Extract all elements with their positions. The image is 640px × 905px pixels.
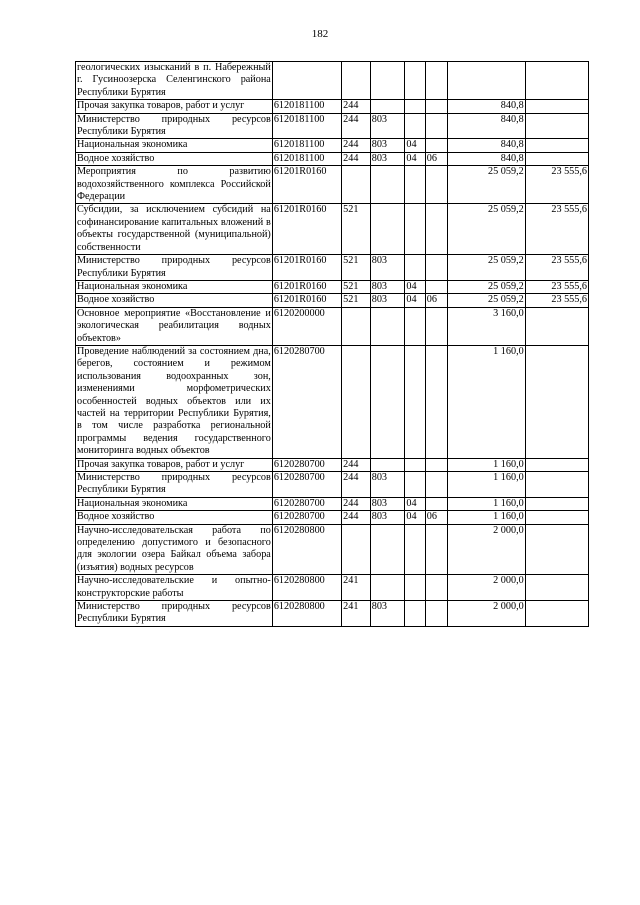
- row-expense-type: 244: [342, 152, 371, 165]
- row-name: Основное мероприятие «Восстановление и экологическая реабилитация водных объектов»: [77, 307, 271, 344]
- row-name: Прочая закупка товаров, работ и услуг: [76, 458, 273, 471]
- row-grbs: 803: [370, 113, 405, 139]
- row-subsection: [425, 307, 447, 345]
- table-row: [76, 204, 589, 255]
- row-amount-total: 25 059,2: [448, 166, 526, 204]
- row-subsection: [425, 255, 447, 281]
- row-grbs: [370, 204, 405, 255]
- table-row: [76, 139, 589, 152]
- row-target-article: 6120181100: [272, 139, 341, 152]
- row-grbs: [370, 345, 405, 458]
- row-section: [405, 100, 425, 113]
- row-subsection: [425, 280, 447, 293]
- row-amount-federal: 23 555,6: [525, 166, 588, 204]
- row-amount-total: 1 160,0: [448, 472, 526, 498]
- row-target-article: 6120181100: [272, 152, 341, 165]
- row-grbs: [370, 166, 405, 204]
- row-name: Научно-исследовательские и опытно-конструкторские работы: [77, 575, 271, 599]
- table-row: [76, 511, 589, 524]
- row-amount-federal: [525, 345, 588, 458]
- row-target-article: 6120280700: [272, 472, 341, 498]
- row-amount-total: 2 000,0: [448, 601, 526, 627]
- row-subsection: [425, 345, 447, 458]
- row-section: 04: [405, 152, 425, 165]
- row-amount-federal: [525, 511, 588, 524]
- row-amount-total: 1 160,0: [448, 458, 526, 471]
- row-amount-total: 840,8: [448, 100, 526, 113]
- table-row: [76, 345, 589, 458]
- row-amount-federal: [525, 307, 588, 345]
- row-expense-type: [342, 345, 371, 458]
- table-row: [76, 62, 589, 100]
- row-grbs: 803: [370, 280, 405, 293]
- row-grbs: 803: [370, 152, 405, 165]
- row-name: Водное хозяйство: [76, 294, 273, 307]
- row-target-article: 6120181100: [272, 100, 341, 113]
- page-number: 182: [311, 28, 329, 40]
- row-amount-federal: [525, 601, 588, 627]
- row-amount-federal: 23 555,6: [525, 255, 588, 281]
- row-grbs: 803: [370, 472, 405, 498]
- row-amount-total: 2 000,0: [448, 524, 526, 575]
- row-name: Министерство природных ресурсов Республики Бурятия: [77, 113, 271, 138]
- row-amount-total: 2 000,0: [448, 575, 526, 601]
- row-name: Водное хозяйство: [76, 511, 273, 524]
- row-section: 04: [405, 511, 425, 524]
- row-amount-total: 1 160,0: [448, 345, 526, 458]
- row-amount-federal: [525, 113, 588, 139]
- row-name: Министерство природных ресурсов Республики Бурятия: [77, 255, 271, 279]
- table-row: [76, 294, 589, 307]
- row-amount-federal: 23 555,6: [525, 204, 588, 255]
- row-target-article: 61201R0160: [272, 166, 341, 204]
- row-name: Научно-исследовательская работа по определению допустимого и безопасного для экологии озера Байкал объема забора (изъятия) водных ресурсов: [77, 524, 271, 573]
- row-amount-total: 25 059,2: [448, 280, 526, 293]
- row-target-article: 6120181100: [272, 113, 341, 139]
- row-section: 04: [405, 294, 425, 307]
- table-row: [76, 100, 589, 113]
- table-row: [76, 166, 589, 204]
- row-section: [405, 166, 425, 204]
- row-expense-type: [342, 62, 371, 100]
- row-amount-federal: [525, 497, 588, 510]
- row-section: [405, 458, 425, 471]
- table-row: [76, 255, 589, 281]
- row-section: 04: [405, 497, 425, 510]
- row-target-article: 6120280700: [272, 345, 341, 458]
- row-subsection: [425, 575, 447, 601]
- row-expense-type: 244: [342, 458, 371, 471]
- row-grbs: 803: [370, 497, 405, 510]
- row-name: Проведение наблюдений за состоянием дна, берегов, состоянием и режимом использования водоохранных зон, изменениями морфометрических особенностей водных объектов или их частей на территории Республики Бурятия, в том числе разработка региональной программы ведения государственного мониторинга водных объектов: [77, 345, 271, 457]
- row-target-article: 6120200000: [272, 307, 341, 345]
- row-section: [405, 204, 425, 255]
- row-section: [405, 62, 425, 100]
- row-name: Национальная экономика: [76, 497, 273, 510]
- table-row: [76, 458, 589, 471]
- row-subsection: [425, 601, 447, 627]
- row-target-article: 61201R0160: [272, 294, 341, 307]
- row-subsection: [425, 139, 447, 152]
- table-row: [76, 497, 589, 510]
- row-amount-total: 3 160,0: [448, 307, 526, 345]
- row-subsection: 06: [425, 511, 447, 524]
- table-row: [76, 524, 589, 575]
- row-target-article: 61201R0160: [272, 204, 341, 255]
- row-expense-type: 244: [342, 100, 371, 113]
- row-amount-total: 1 160,0: [448, 497, 526, 510]
- row-target-article: 61201R0160: [272, 280, 341, 293]
- row-grbs: [370, 524, 405, 575]
- row-amount-total: 840,8: [448, 139, 526, 152]
- row-expense-type: 244: [342, 139, 371, 152]
- row-grbs: [370, 307, 405, 345]
- row-subsection: 06: [425, 152, 447, 165]
- row-target-article: [272, 62, 341, 100]
- row-subsection: [425, 497, 447, 510]
- row-grbs: 803: [370, 511, 405, 524]
- row-section: [405, 575, 425, 601]
- row-amount-federal: [525, 62, 588, 100]
- row-expense-type: 521: [342, 255, 371, 281]
- row-expense-type: 521: [342, 280, 371, 293]
- table-row: [76, 280, 589, 293]
- row-section: [405, 524, 425, 575]
- row-target-article: 61201R0160: [272, 255, 341, 281]
- row-amount-total: 25 059,2: [448, 294, 526, 307]
- row-subsection: [425, 458, 447, 471]
- row-amount-total: 1 160,0: [448, 511, 526, 524]
- row-subsection: [425, 113, 447, 139]
- row-amount-federal: [525, 472, 588, 498]
- row-subsection: [425, 524, 447, 575]
- row-name: Национальная экономика: [76, 280, 273, 293]
- row-expense-type: 521: [342, 204, 371, 255]
- row-name: геологических изысканий в п. Набережный г. Гусиноозерска Селенгинского района Республики Бурятия: [77, 62, 271, 98]
- row-amount-total: 840,8: [448, 152, 526, 165]
- row-expense-type: 521: [342, 294, 371, 307]
- row-name: Водное хозяйство: [76, 152, 273, 165]
- row-expense-type: [342, 166, 371, 204]
- table-row: [76, 601, 589, 627]
- row-section: [405, 345, 425, 458]
- row-expense-type: 244: [342, 113, 371, 139]
- row-section: 04: [405, 139, 425, 152]
- row-target-article: 6120280800: [272, 575, 341, 601]
- table-row: [76, 472, 589, 498]
- row-target-article: 6120280700: [272, 497, 341, 510]
- row-amount-federal: [525, 139, 588, 152]
- row-expense-type: 244: [342, 472, 371, 498]
- row-section: [405, 472, 425, 498]
- row-name: Субсидии, за исключением субсидий на софинансирование капитальных вложений в объекты государственной (муниципальной) собственности: [77, 204, 271, 253]
- row-subsection: [425, 204, 447, 255]
- row-name: Национальная экономика: [76, 139, 273, 152]
- row-amount-total: 840,8: [448, 113, 526, 139]
- row-amount-federal: [525, 575, 588, 601]
- row-amount-federal: 23 555,6: [525, 294, 588, 307]
- row-target-article: 6120280700: [272, 511, 341, 524]
- row-section: [405, 307, 425, 345]
- row-section: 04: [405, 280, 425, 293]
- row-subsection: 06: [425, 294, 447, 307]
- row-grbs: [370, 100, 405, 113]
- row-grbs: [370, 575, 405, 601]
- row-section: [405, 601, 425, 627]
- row-expense-type: [342, 524, 371, 575]
- table-row: [76, 113, 589, 139]
- row-expense-type: 241: [342, 575, 371, 601]
- table-row: [76, 152, 589, 165]
- row-name: Министерство природных ресурсов Республики Бурятия: [77, 601, 271, 625]
- row-amount-federal: [525, 100, 588, 113]
- table-row: [76, 307, 589, 345]
- table-body: [76, 62, 589, 627]
- row-amount-total: [448, 62, 526, 100]
- row-target-article: 6120280800: [272, 524, 341, 575]
- row-expense-type: 244: [342, 497, 371, 510]
- row-name: Мероприятия по развитию водохозяйственного комплекса Российской Федерации: [77, 166, 271, 203]
- row-amount-total: 25 059,2: [448, 204, 526, 255]
- row-grbs: 803: [370, 255, 405, 281]
- row-name: Министерство природных ресурсов Республики Бурятия: [77, 472, 271, 496]
- row-grbs: 803: [370, 294, 405, 307]
- row-subsection: [425, 62, 447, 100]
- row-target-article: 6120280700: [272, 458, 341, 471]
- table-row: [76, 575, 589, 601]
- row-subsection: [425, 100, 447, 113]
- row-amount-federal: [525, 152, 588, 165]
- row-grbs: [370, 62, 405, 100]
- row-section: [405, 113, 425, 139]
- row-grbs: 803: [370, 139, 405, 152]
- row-amount-federal: [525, 524, 588, 575]
- row-grbs: 803: [370, 601, 405, 627]
- row-subsection: [425, 472, 447, 498]
- row-amount-federal: [525, 458, 588, 471]
- row-expense-type: [342, 307, 371, 345]
- row-amount-federal: 23 555,6: [525, 280, 588, 293]
- row-section: [405, 255, 425, 281]
- row-expense-type: 241: [342, 601, 371, 627]
- budget-table: [75, 61, 589, 627]
- row-target-article: 6120280800: [272, 601, 341, 627]
- row-subsection: [425, 166, 447, 204]
- row-grbs: [370, 458, 405, 471]
- row-name: Прочая закупка товаров, работ и услуг: [76, 100, 273, 113]
- row-amount-total: 25 059,2: [448, 255, 526, 281]
- row-expense-type: 244: [342, 511, 371, 524]
